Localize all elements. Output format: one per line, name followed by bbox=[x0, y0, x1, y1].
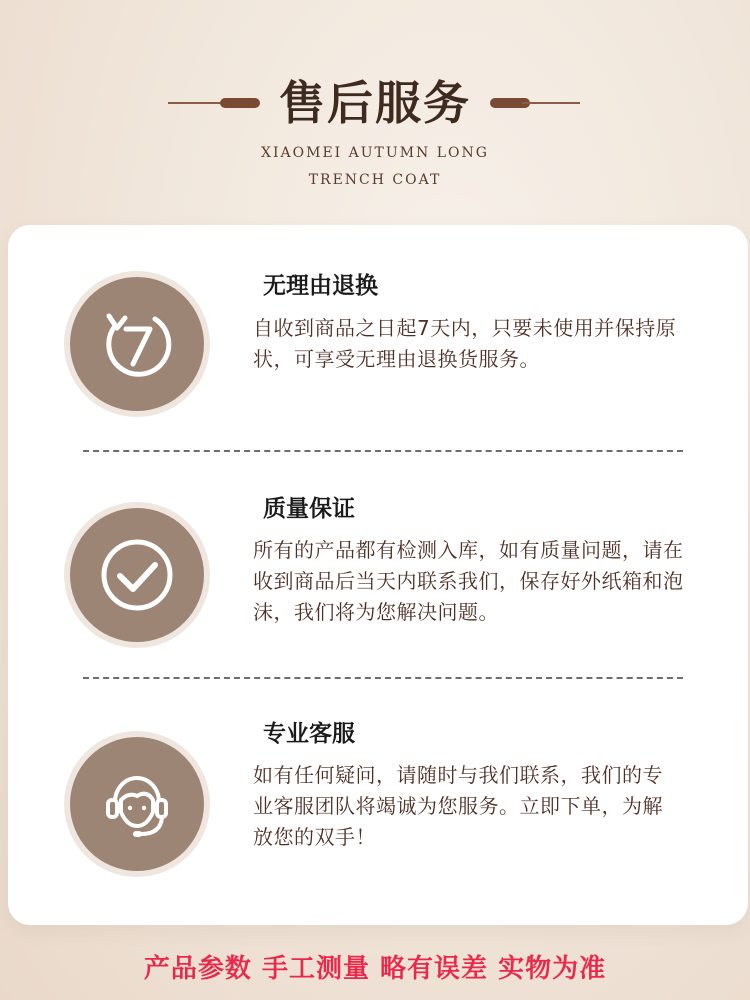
section-title-quality: 质量保证 bbox=[263, 496, 355, 522]
headset-agent-glyph bbox=[95, 762, 179, 846]
section-title-return: 无理由退换 bbox=[263, 273, 378, 299]
return-7-days-glyph bbox=[95, 302, 179, 386]
title-row bbox=[0, 68, 750, 138]
section-body-support: 如有任何疑问，请随时与我们联系，我们的专业客服团队将竭诚为您服务。立即下单，为解放您的双手！ bbox=[253, 763, 663, 849]
section-body-quality: 所有的产品都有检测入库，如有质量问题，请在收到商品后当天内联系我们，保存好外纸箱和泡沫，我们将为您解决问题。 bbox=[253, 538, 684, 624]
header bbox=[0, 0, 750, 220]
checkmark-icon bbox=[70, 508, 204, 642]
divider-1 bbox=[83, 450, 683, 452]
subtitle-line-2: TRENCH COAT bbox=[308, 172, 442, 188]
checkmark-glyph bbox=[95, 533, 179, 617]
page-title: 售后服务 bbox=[279, 76, 471, 130]
headset-agent-icon bbox=[70, 737, 204, 871]
service-card bbox=[8, 225, 748, 925]
title-right-thin-line bbox=[522, 102, 580, 104]
divider-2 bbox=[83, 677, 683, 679]
footer-disclaimer: 产品参数 手工测量 略有误差 实物为准 bbox=[143, 954, 607, 984]
return-7-days-icon bbox=[70, 277, 204, 411]
section-body-return: 自收到商品之日起7天内，只要未使用并保持原状，可享受无理由退换货服务。 bbox=[253, 316, 677, 371]
subtitle-line-1: XIAOMEI AUTUMN LONG bbox=[261, 145, 489, 161]
section-title-support: 专业客服 bbox=[263, 721, 355, 747]
